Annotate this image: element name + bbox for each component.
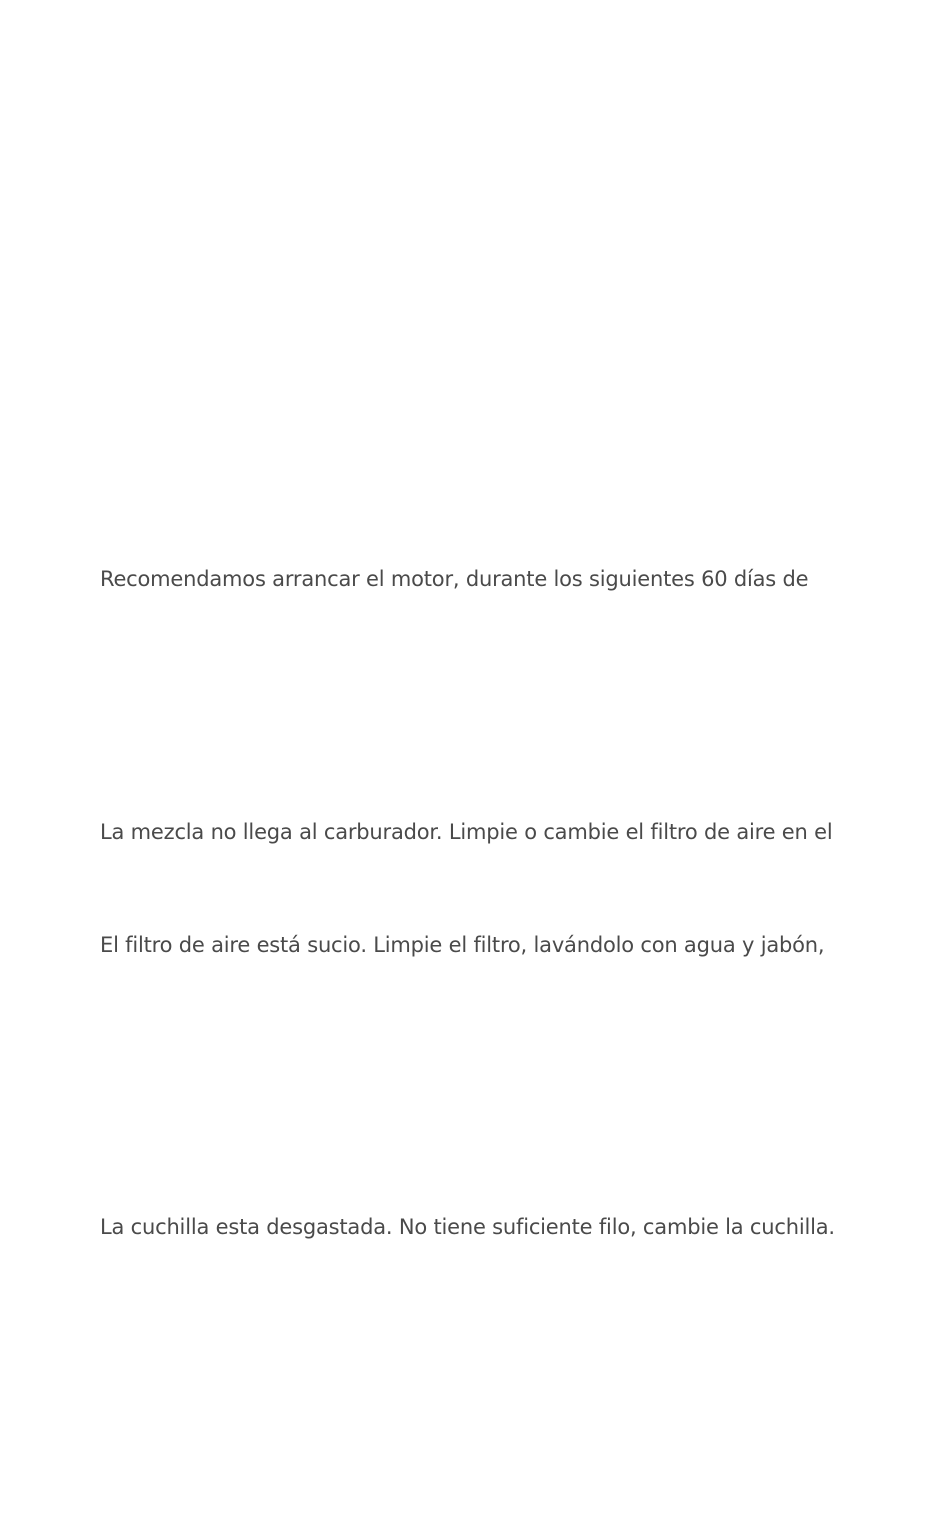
text-line-recomendamos: Recomendamos arrancar el motor, durante los siguientes 60 días de	[100, 567, 809, 591]
text-line-mezcla-carburador: La mezcla no llega al carburador. Limpie o cambie el filtro de aire en el	[100, 820, 833, 844]
text-line-cuchilla: La cuchilla esta desgastada. No tiene suficiente filo, cambie la cuchilla.	[100, 1215, 835, 1239]
text-line-filtro-aire: El filtro de aire está sucio. Limpie el filtro, lavándolo con agua y jabón,	[100, 933, 825, 957]
